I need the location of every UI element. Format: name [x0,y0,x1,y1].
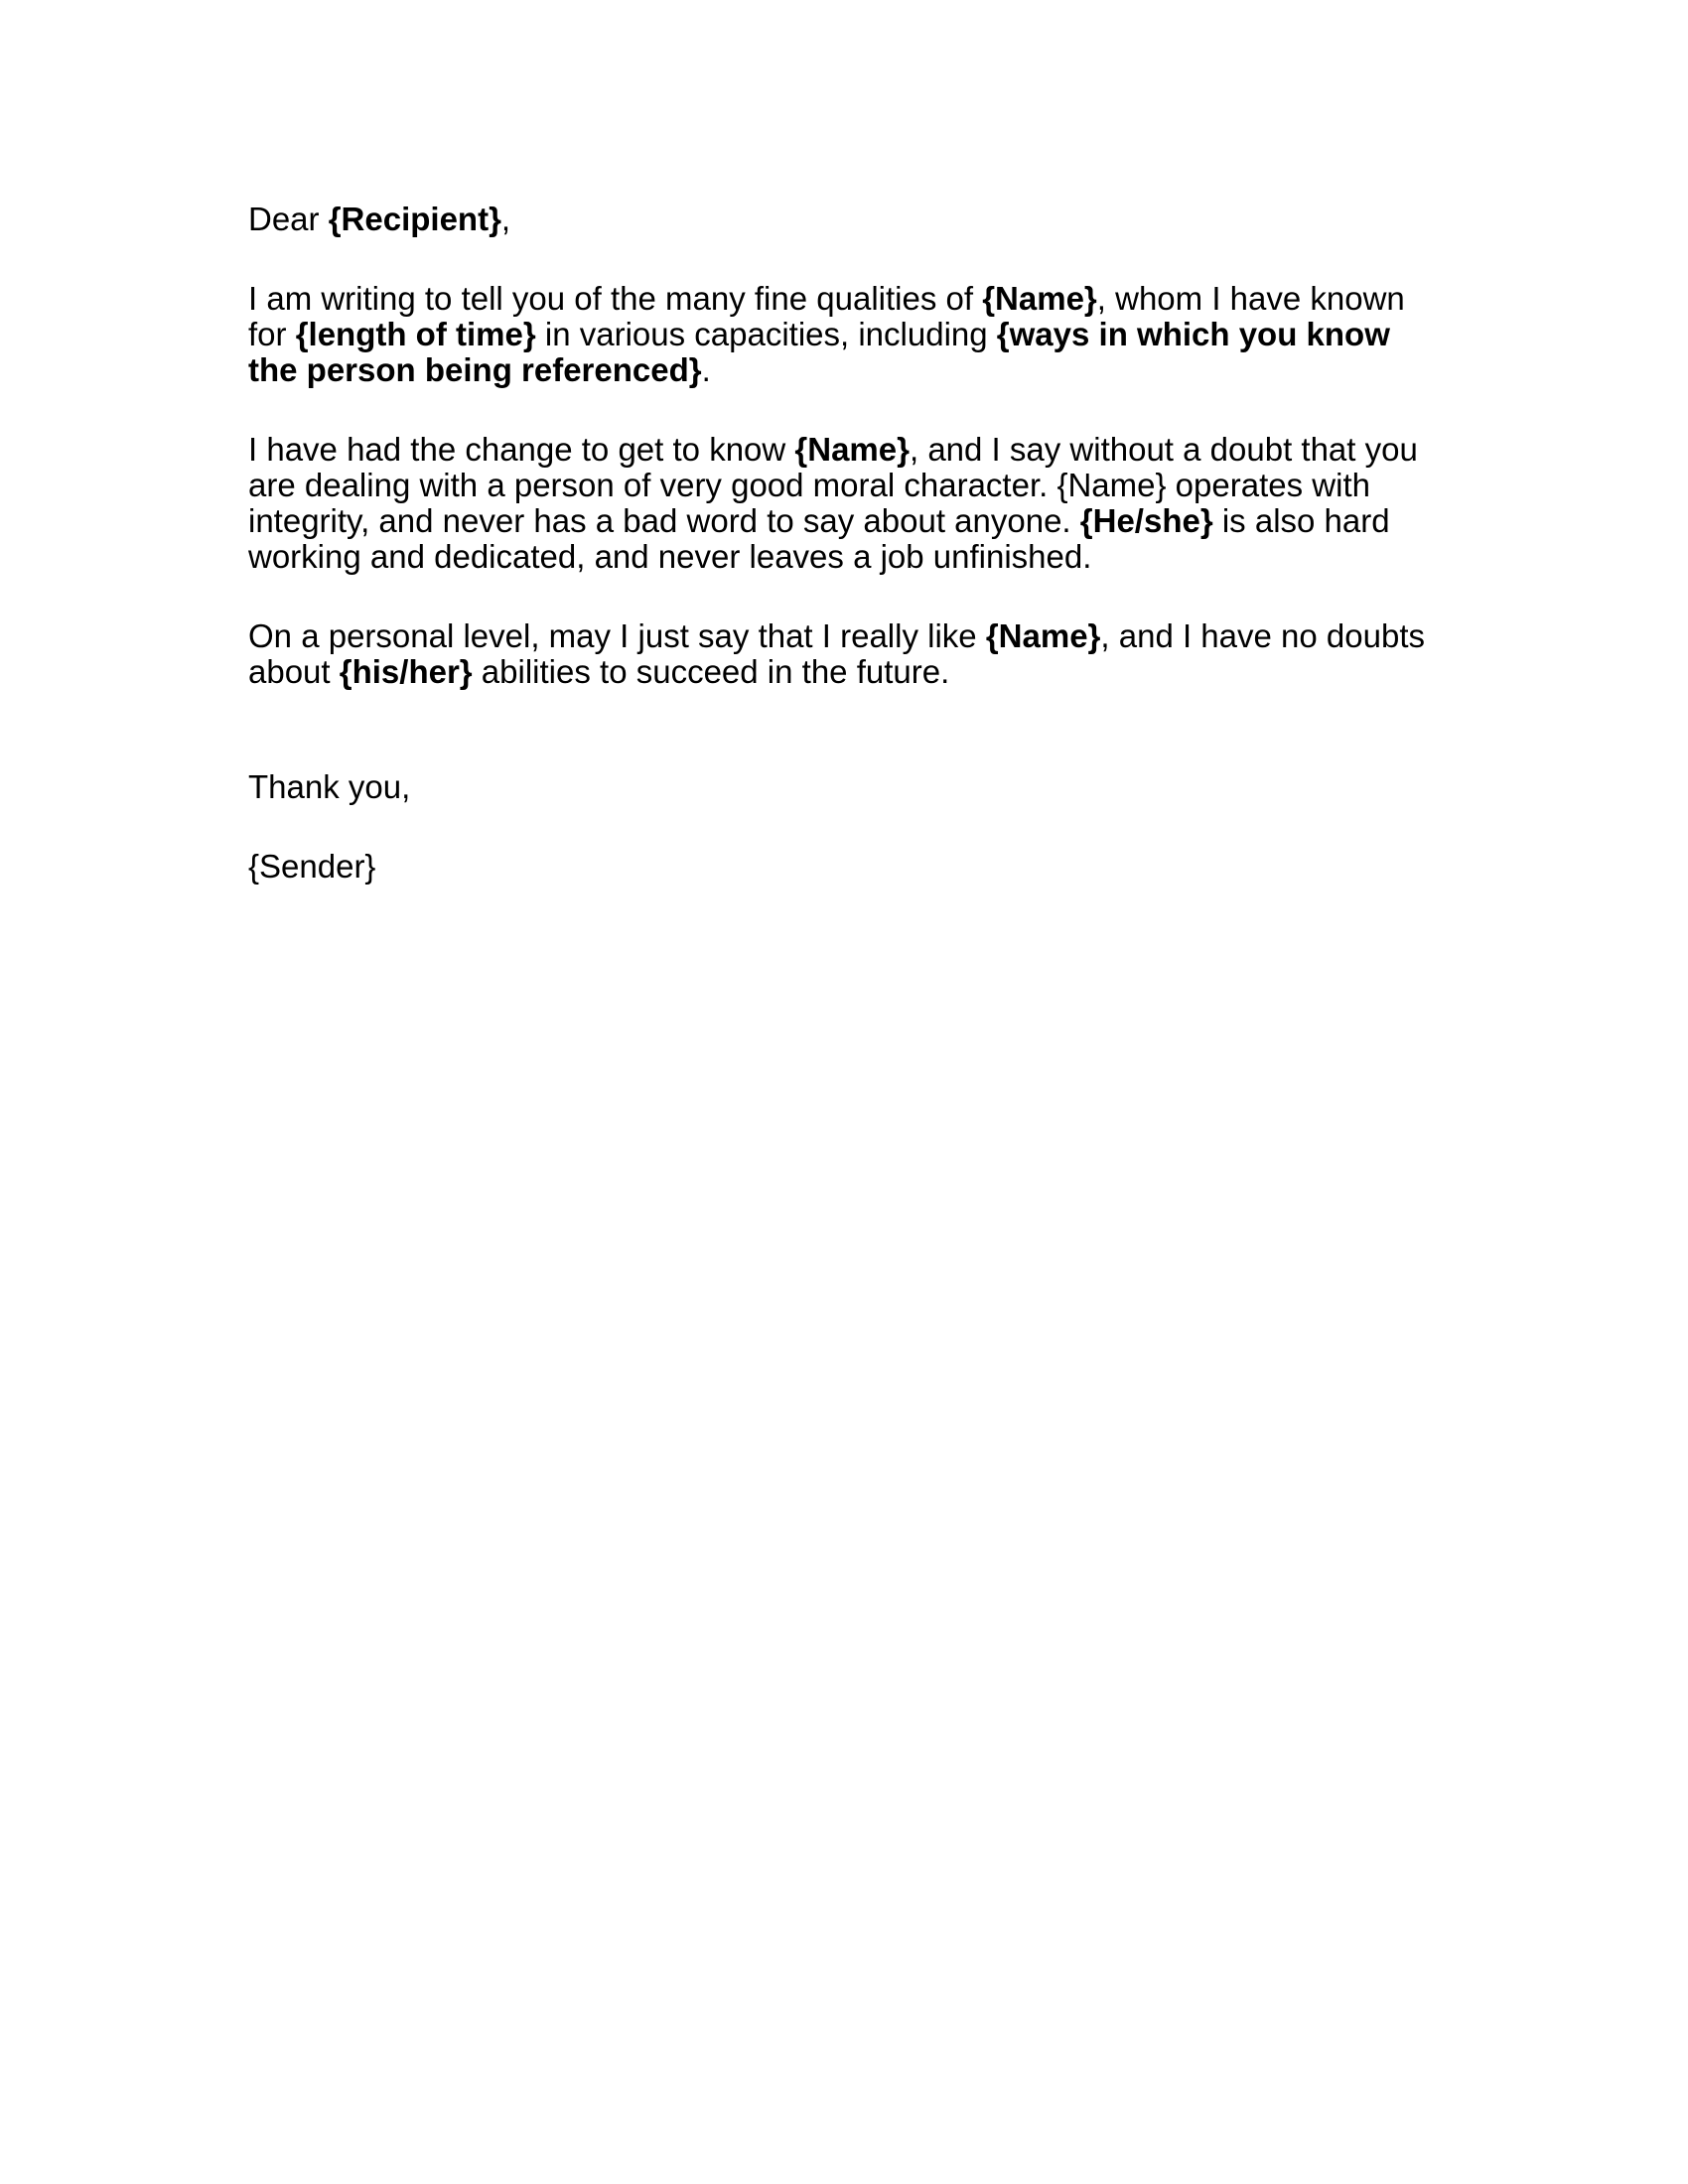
placeholder-token: {length of time} [295,316,536,352]
text-segment: abilities to succeed in the future. [472,653,950,690]
placeholder-token: {ways in which you know [996,316,1390,352]
text-segment: . [701,351,711,388]
paragraph-3 [248,618,1460,690]
text-segment: is also hard [1212,502,1390,539]
placeholder-token: {Name} [985,617,1101,654]
text-segment: On a personal level, may I just say that I really like [248,617,986,654]
placeholder-token: {his/her} [339,653,473,690]
text-segment: Thank you, [248,768,411,805]
letter-body [248,202,1460,928]
paragraph-2 [248,432,1460,575]
text-segment: I have had the change to get to know [248,431,795,468]
paragraph-1 [248,281,1460,388]
text-segment: are dealing with a person of very good moral character. {Name} operates with [248,467,1370,503]
placeholder-token: {He/she} [1079,502,1213,539]
placeholder-token: the person being referenced} [248,351,702,388]
placeholder-token: {Name} [794,431,910,468]
closing [248,769,1460,805]
placeholder-token: {Recipient} [328,201,501,237]
text-segment: about [248,653,340,690]
signature [248,849,1460,885]
placeholder-token: {Name} [982,280,1097,317]
text-segment: {Sender} [248,848,376,885]
text-segment: , and I have no doubts [1100,617,1425,654]
text-segment: working and dedicated, and never leaves a job unfinished. [248,538,1092,575]
text-segment: , whom I have known [1096,280,1405,317]
text-segment: in various capacities, including [535,316,997,352]
text-segment: integrity, and never has a bad word to say about anyone. [248,502,1080,539]
text-segment: Dear [248,201,329,237]
text-segment: , and I say without a doubt that you [909,431,1418,468]
text-segment: , [500,201,511,237]
text-segment: I am writing to tell you of the many fine qualities of [248,280,983,317]
text-segment: for [248,316,296,352]
salutation [248,202,1460,237]
